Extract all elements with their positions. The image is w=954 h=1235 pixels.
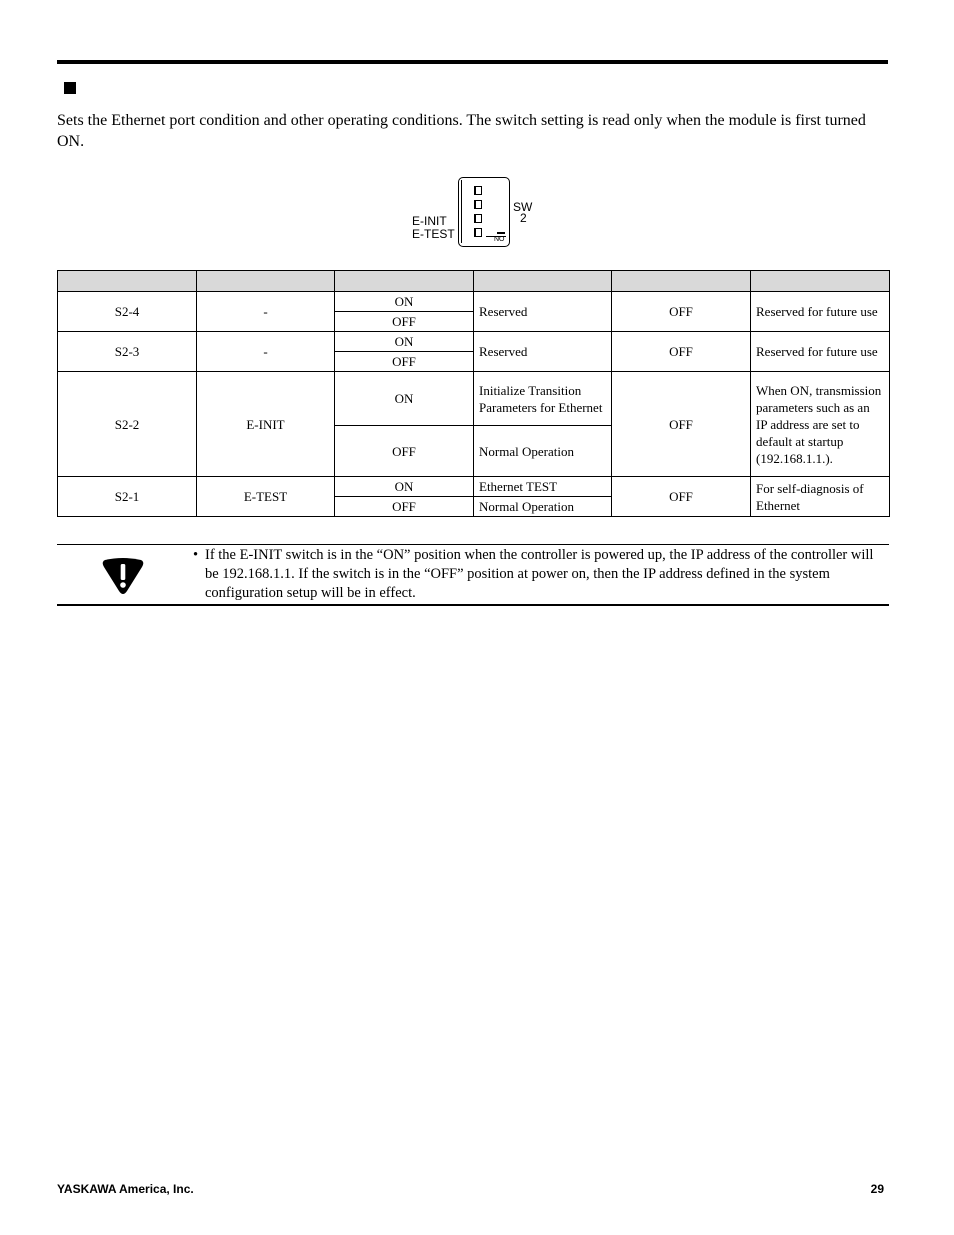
switch-name-cell: - — [197, 332, 335, 372]
function-off-cell: Normal Operation — [474, 426, 612, 477]
switch-slot-3 — [474, 200, 482, 209]
default-cell: OFF — [612, 292, 751, 332]
e-test-label: E-TEST — [412, 227, 455, 241]
table-header-cell — [58, 271, 197, 292]
remarks-cell: Reserved for future use — [751, 292, 890, 332]
default-cell: OFF — [612, 372, 751, 477]
note-body-text: If the E-INIT switch is in the “ON” position when the controller is powered up, the IP address of the controller will be 192.168.1.1. If the switch is in the “OFF” position at power on, then the IP address defined in the system configuration setup will be in effect. — [205, 547, 874, 601]
top-rule — [57, 60, 888, 64]
setting-off-cell: OFF — [335, 352, 474, 372]
switch-name-cell: - — [197, 292, 335, 332]
function-on-cell: Initialize Transition Parameters for Ethernet — [474, 372, 612, 426]
switch-name-cell: E-TEST — [197, 477, 335, 517]
setting-on-cell: ON — [335, 477, 474, 497]
default-cell: OFF — [612, 332, 751, 372]
switch-number-cell: S2-2 — [58, 372, 197, 477]
caution-note — [57, 544, 889, 606]
function-off-cell: Normal Operation — [474, 497, 612, 517]
table-header-cell — [474, 271, 612, 292]
table-row — [58, 292, 890, 312]
setting-off-cell: OFF — [335, 426, 474, 477]
function-cell: Reserved — [474, 292, 612, 332]
switch-slot-4 — [474, 186, 482, 195]
setting-on-cell: ON — [335, 372, 474, 426]
remarks-cell: For self-diagnosis of Ethernet — [751, 477, 890, 517]
sw-number-label: 2 — [520, 211, 527, 225]
setting-on-cell: ON — [335, 332, 474, 352]
switch-no-label: NO — [494, 236, 505, 243]
function-cell: Reserved — [474, 332, 612, 372]
switch-number-cell: S2-1 — [58, 477, 197, 517]
remarks-cell: Reserved for future use — [751, 332, 890, 372]
default-cell: OFF — [612, 477, 751, 517]
remarks-cell: When ON, transmission parameters such as an IP address are set to default at startup (192.168.1.1.). — [751, 372, 890, 477]
footer-company: YASKAWA America, Inc. — [57, 1182, 194, 1196]
sw-label: SW — [513, 200, 533, 214]
setting-on-cell: ON — [335, 292, 474, 312]
section-bullet-icon — [64, 82, 76, 94]
intro-paragraph: Sets the Ethernet port condition and other operating conditions. The switch setting is read only when the module is first turned ON. — [57, 112, 866, 150]
table-header-cell — [612, 271, 751, 292]
function-on-cell: Ethernet TEST — [474, 477, 612, 497]
table-header-cell — [335, 271, 474, 292]
switch-number-cell: S2-4 — [58, 292, 197, 332]
switch-slot-2 — [474, 214, 482, 223]
switch-number-cell: S2-3 — [58, 332, 197, 372]
caution-text-block — [193, 546, 887, 603]
caution-icon — [101, 557, 145, 595]
setting-off-cell: OFF — [335, 312, 474, 332]
table-header-row — [58, 271, 890, 292]
switch-slot-1 — [474, 228, 482, 237]
dip-switch-diagram — [400, 170, 560, 255]
setting-off-cell: OFF — [335, 497, 474, 517]
table-row — [58, 332, 890, 352]
switch-name-cell: E-INIT — [197, 372, 335, 477]
dip-switch-settings-table — [57, 270, 890, 517]
table-header-cell — [197, 271, 335, 292]
table-row — [58, 372, 890, 426]
note-bullet: • — [193, 547, 199, 563]
table-header-cell — [751, 271, 890, 292]
footer-page-number: 29 — [870, 1182, 884, 1196]
table-row — [58, 477, 890, 497]
e-init-label: E-INIT — [412, 214, 447, 228]
switch-position-marker — [497, 232, 505, 234]
